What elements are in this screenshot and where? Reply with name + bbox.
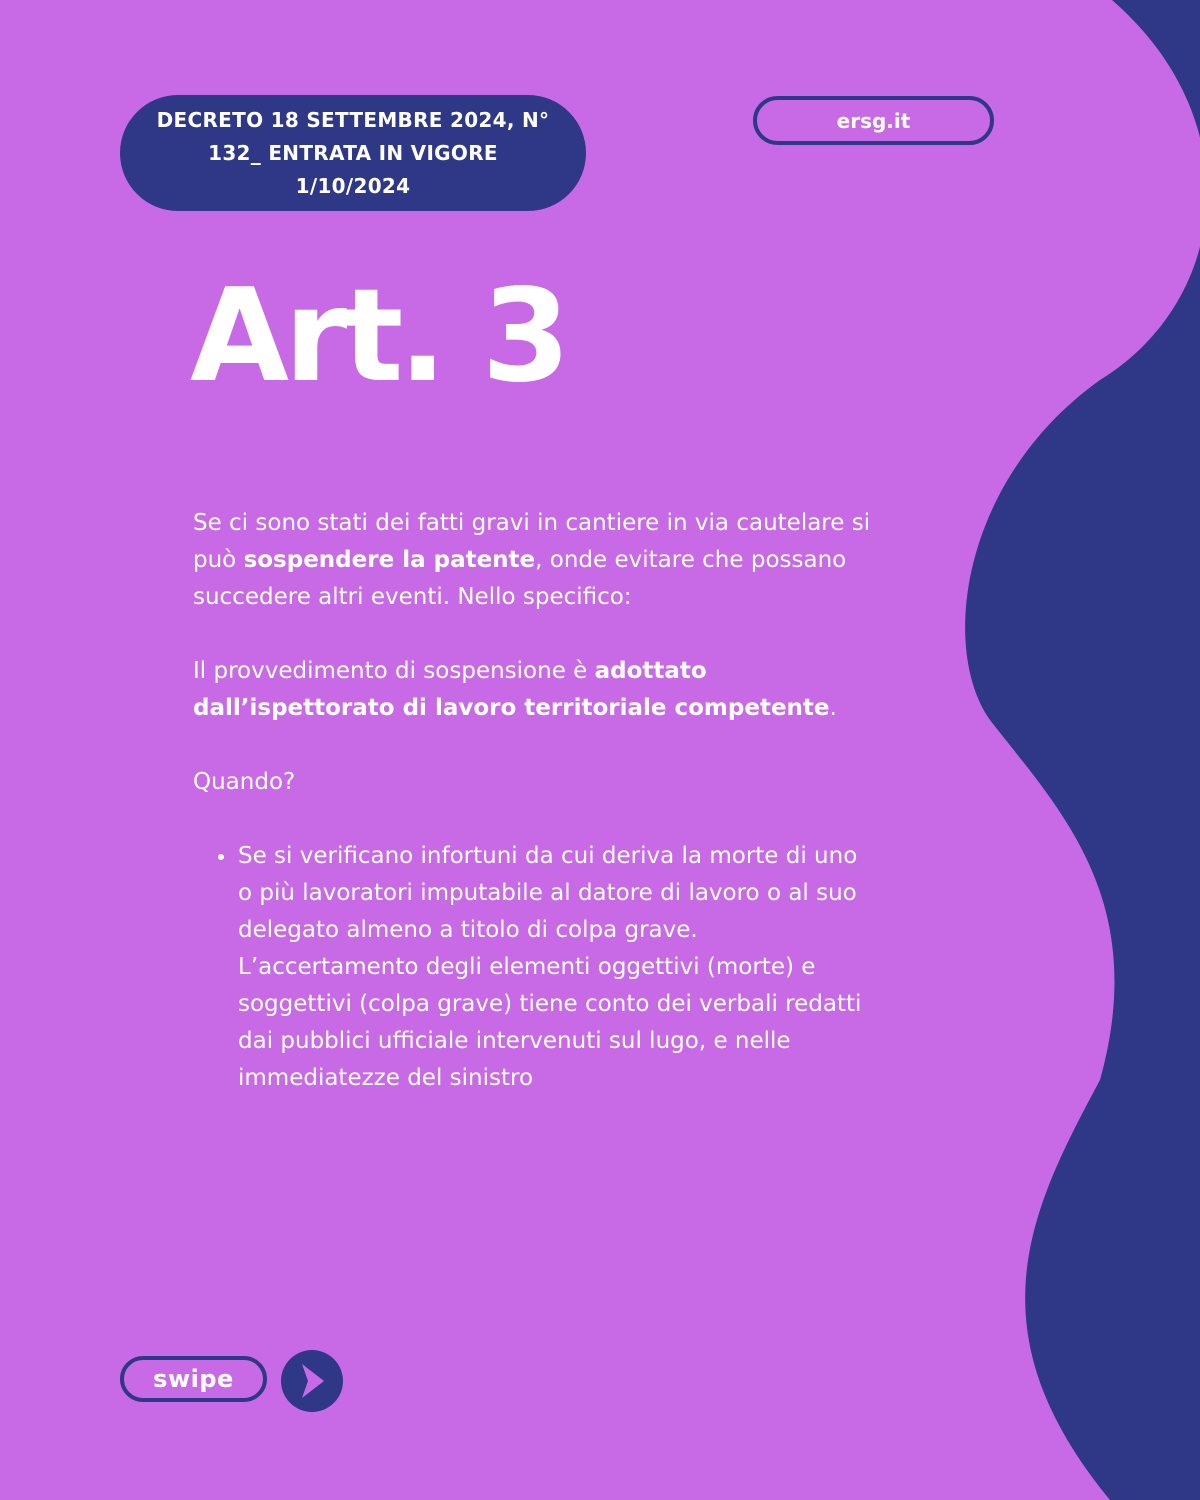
page-title: Art. 3	[190, 262, 566, 411]
paragraph-intro-text-end: , onde evitare che possano succedere altri eventi. Nello specifico:	[193, 547, 847, 610]
paragraph-authority	[193, 653, 873, 727]
article-body	[193, 505, 873, 1097]
paragraph-authority-text: Il provvedimento di sospensione è	[193, 658, 595, 684]
paragraph-intro	[193, 505, 873, 616]
paragraph-authority-text-end: .	[829, 695, 837, 721]
site-link[interactable]: ersg.it	[753, 96, 994, 145]
decree-badge	[120, 95, 586, 211]
paragraph-authority-bold: adottato dall’ispettorato di lavoro territoriale competente	[193, 658, 830, 721]
next-button[interactable]	[281, 1350, 343, 1412]
chevron-right-icon	[296, 1362, 328, 1400]
question-heading: Quando?	[193, 769, 296, 795]
paragraph-intro-text: Se ci sono stati dei fatti gravi in cantiere in via cautelare si può	[193, 510, 871, 573]
conditions-list	[193, 838, 873, 1097]
paragraph-intro-bold: sospendere la patente	[243, 547, 536, 573]
decree-label: DECRETO 18 SETTEMBRE 2024, N° 132_ ENTRATA IN VIGORE 1/10/2024	[156, 107, 550, 198]
swipe-button[interactable]: swipe	[120, 1356, 267, 1402]
list-item: Se si verificano infortuni da cui deriva la morte di uno o più lavoratori imputabile al datore di lavoro o al suo delegato almeno a titolo di colpa grave. L’accertamento degli elementi oggettivi (morte) e soggettivi (colpa grave) tiene conto dei verbali redatti dai pubblici ufficiale intervenuti sul lugo, e nelle immediatezze del sinistro	[238, 838, 873, 1097]
